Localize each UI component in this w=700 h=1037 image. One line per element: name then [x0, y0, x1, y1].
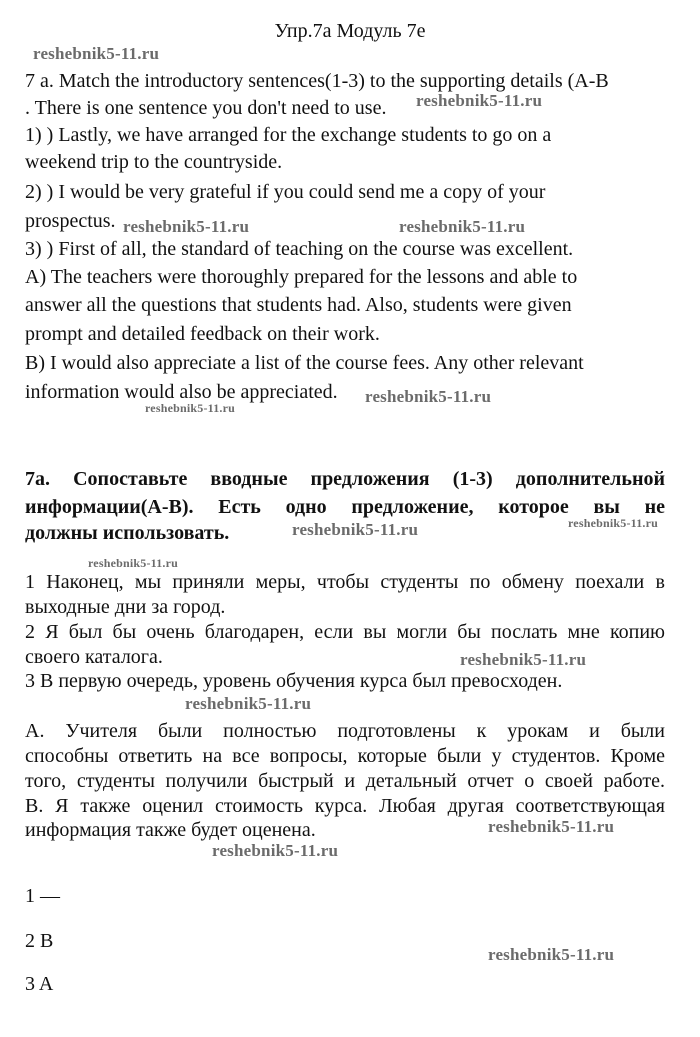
- watermark: reshebnik5-11.ru: [399, 217, 526, 236]
- english-sentence-1-line-1: 1) ) Lastly, we have arranged for the exchange students to go on a: [25, 124, 552, 146]
- watermark: reshebnik5-11.ru: [416, 91, 543, 110]
- russian-detail-a-line-2: способны ответить на все вопросы, которые были у студентов. Кроме: [25, 745, 665, 767]
- watermark: reshebnik5-11.ru: [460, 650, 587, 669]
- watermark: reshebnik5-11.ru: [123, 217, 250, 236]
- watermark: reshebnik5-11.ru: [212, 841, 339, 860]
- russian-instruction-line-2: информации(А-В). Есть одно предложение, которое вы не: [25, 496, 665, 518]
- russian-instruction-line-3: должны использовать.: [25, 522, 230, 544]
- watermark: reshebnik5-11.ru: [33, 44, 160, 63]
- english-sentence-2-line-1: 2) ) I would be very grateful if you could send me a copy of your: [25, 181, 546, 203]
- watermark: reshebnik5-11.ru: [365, 387, 492, 406]
- russian-sentence-1-line-2: выходные дни за город.: [25, 596, 226, 618]
- watermark: reshebnik5-11.ru: [488, 817, 615, 836]
- watermark: reshebnik5-11.ru: [568, 516, 658, 530]
- russian-detail-b-line-1: В. Я также оценил стоимость курса. Любая другая соответствующая: [25, 795, 665, 817]
- russian-detail-b-line-2: информация также будет оценена.: [25, 819, 316, 841]
- russian-detail-a-line-1: А. Учителя были полностью подготовлены к урокам и были: [25, 720, 665, 742]
- russian-instruction-line-1: 7а. Сопоставьте вводные предложения (1-3) дополнительной: [25, 468, 665, 490]
- watermark: reshebnik5-11.ru: [88, 556, 178, 570]
- watermark: reshebnik5-11.ru: [292, 520, 419, 539]
- english-detail-a-line-1: A) The teachers were thoroughly prepared for the lessons and able to: [25, 266, 578, 288]
- english-instruction-line-2: . There is one sentence you don't need to use.: [25, 97, 387, 119]
- english-sentence-3: 3) ) First of all, the standard of teaching on the course was excellent.: [25, 238, 574, 260]
- watermark: reshebnik5-11.ru: [488, 945, 615, 964]
- english-detail-b-line-1: B) I would also appreciate a list of the course fees. Any other relevant: [25, 352, 584, 374]
- russian-sentence-3: 3 В первую очередь, уровень обучения курса был превосходен.: [25, 670, 563, 692]
- english-detail-a-line-2: answer all the questions that students had. Also, students were given: [25, 294, 572, 316]
- page-title: Упр.7а Модуль 7e: [274, 20, 426, 42]
- english-detail-a-line-3: prompt and detailed feedback on their work.: [25, 323, 380, 345]
- watermark: reshebnik5-11.ru: [145, 401, 235, 415]
- russian-detail-a-line-3: того, студенты получили быстрый и детальный отчет о своей работе.: [25, 770, 665, 792]
- english-instruction-line-1: 7 a. Match the introductory sentences(1-3) to the supporting details (A-B: [25, 70, 609, 92]
- english-detail-b-line-2: information would also be appreciated.: [25, 381, 338, 403]
- russian-sentence-1-line-1: 1 Наконец, мы приняли меры, чтобы студенты по обмену поехали в: [25, 571, 665, 593]
- russian-sentence-2-line-1: 2 Я был бы очень благодарен, если вы могли бы послать мне копию: [25, 621, 665, 643]
- english-sentence-1-line-2: weekend trip to the countryside.: [25, 151, 283, 173]
- answer-2: 2 B: [25, 930, 54, 952]
- answer-1: 1 —: [25, 885, 60, 907]
- answer-3: 3 A: [25, 973, 54, 995]
- russian-sentence-2-line-2: своего каталога.: [25, 646, 163, 668]
- watermark: reshebnik5-11.ru: [185, 694, 312, 713]
- english-sentence-2-line-2: prospectus.: [25, 210, 116, 232]
